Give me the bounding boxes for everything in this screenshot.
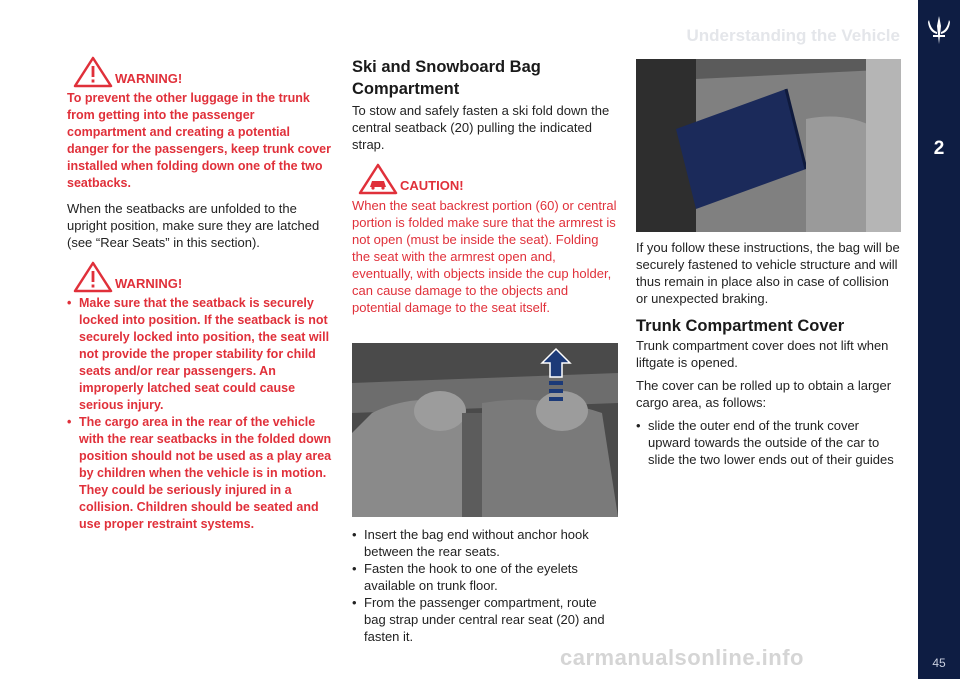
caution-car-icon [358,163,398,195]
warning-triangle-icon [73,56,113,88]
section-heading: Trunk Compartment Cover [636,317,845,335]
warning-header [67,56,335,88]
ski-bag-photo [636,59,901,232]
list-item: • Fasten the hook to one of the eyelets available on trunk floor. [352,560,618,594]
page-header-title: Understanding the Vehicle [686,26,900,45]
chapter-sidebar [918,0,960,679]
cover-steps-list [636,417,904,468]
section-heading: Ski and Snowboard Bag Compartment [352,58,541,98]
watermark: carmanualsonline.info [560,645,804,670]
body-paragraph: If you follow these instructions, the bag will be securely fastened to vehicle structure and will thus remain in place also in case of collision or unexpected braking. [636,240,900,306]
caution-header [352,163,618,195]
list-item: • Make sure that the seatback is securely locked into position. If the seatback is not securely locked into position, the seat will not provide the proper stability for child seats and/or rear passengers. An improperly latched seat could cause serious injury. [67,295,335,414]
body-paragraph: To stow and safely fasten a ski fold down the central seatback (20) pulling the indicated strap. [352,103,610,152]
rear-seat-photo [352,343,618,517]
rear-seat-illustration [352,343,618,517]
caution-text: When the seat backrest portion (60) or central portion is folded make sure that the armrest is not open (must be inside the seat). Folding the seat with the armrest open and, eventually, with objects inside the cup holder, can cause damage to the objects and potential damage to the seat itself. [352,198,617,315]
warning-triangle-icon [73,261,113,293]
warning-label: WARNING! [115,276,183,291]
list-item: • The cargo area in the rear of the vehicle with the rear seatbacks in the folded down position should not be used as a play area by children when the vehicle is in motion. They could be seriously injured in a collision. Children should be seated and use proper restraint systems. [67,414,335,533]
ski-bag-illustration [636,59,901,232]
caution-label: CAUTION! [400,178,464,193]
warning-bullet-list [67,295,335,533]
column-right [636,239,904,468]
body-paragraph: Trunk compartment cover does not lift when liftgate is opened. [636,338,889,370]
warning-header [67,261,335,293]
page-number: 45 [932,656,946,670]
trident-logo-icon [925,14,953,48]
steps-list [352,526,618,645]
body-paragraph: The cover can be rolled up to obtain a larger cargo area, as follows: [636,378,892,410]
warning-text: To prevent the other luggage in the trunk from getting into the passenger compartment and creating a potential danger for the passengers, keep trunk cover installed when folding down one of the two seatbacks. [67,91,331,190]
body-paragraph: When the seatbacks are unfolded to the upright position, make sure they are latched (see “Rear Seats” in this section). [67,201,320,250]
instruction-steps [352,526,618,645]
list-item: • From the passenger compartment, route bag strap under central rear seat (20) and fasten it. [352,594,618,645]
chapter-number: 2 [933,138,945,159]
list-item: • slide the outer end of the trunk cover upward towards the outside of the car to slide the two lower ends out of their guides [636,417,904,468]
warning-label: WARNING! [115,71,183,86]
column-left [67,56,335,533]
column-middle [352,56,618,316]
list-item: • Insert the bag end without anchor hook between the rear seats. [352,526,618,560]
